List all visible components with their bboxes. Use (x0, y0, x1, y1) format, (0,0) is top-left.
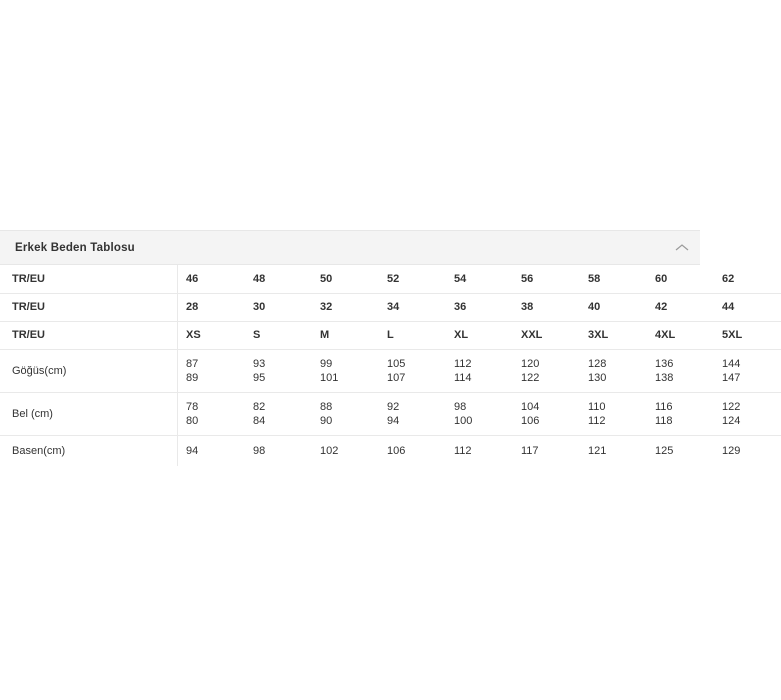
table-cell: 5XL (714, 321, 781, 349)
table-cell: 46 (178, 265, 246, 293)
table-cell: 62 (722, 272, 735, 285)
size-table (0, 265, 781, 466)
table-cell (647, 349, 714, 392)
table-cell: 94 (178, 435, 246, 466)
value-min: 136 (655, 357, 674, 370)
value-min: 98 (454, 400, 467, 413)
value-min: 82 (253, 400, 266, 413)
chevron-up-icon[interactable] (674, 240, 690, 256)
value-min: 87 (186, 357, 199, 370)
table-cell: 38 (513, 293, 580, 321)
row-label: Basen(cm) (0, 435, 178, 466)
table-cell (446, 349, 513, 392)
table-row (0, 265, 781, 293)
table-cell (513, 349, 580, 392)
table-cell (647, 392, 714, 435)
page-title: Erkek Beden Tablosu (15, 241, 135, 254)
table-cell: 60 (655, 272, 668, 285)
table-cell: 125 (647, 435, 714, 466)
size-table-panel (0, 230, 743, 466)
table-cell: 56 (521, 272, 534, 285)
table-cell (379, 349, 446, 392)
table-cell: 54 (454, 272, 467, 285)
table-cell: 44 (714, 293, 781, 321)
table-cell: 112 (446, 435, 513, 466)
table-cell: S (245, 321, 312, 349)
table-row (0, 349, 781, 392)
value-min: 128 (588, 357, 607, 370)
value-min: 116 (655, 400, 673, 413)
table-cell: M (312, 321, 379, 349)
table-cell: 40 (580, 293, 647, 321)
value-min: 120 (521, 357, 540, 370)
table-row (0, 293, 781, 321)
value-max: 122 (521, 371, 540, 384)
table-cell: 117 (513, 435, 580, 466)
table-cell (513, 392, 580, 435)
table-cell: 42 (647, 293, 714, 321)
row-label: TR/EU (0, 293, 178, 321)
value-min: 105 (387, 357, 406, 370)
value-max: 100 (454, 414, 473, 427)
table-cell: 52 (387, 272, 400, 285)
table-cell: XL (446, 321, 513, 349)
table-cell (245, 349, 312, 392)
value-max: 90 (320, 414, 333, 427)
value-max: 107 (387, 371, 406, 384)
value-max: 147 (722, 371, 741, 384)
table-cell: 50 (320, 272, 333, 285)
table-cell: 3XL (580, 321, 647, 349)
table-cell: 121 (580, 435, 647, 466)
table-cell: 4XL (647, 321, 714, 349)
value-min: 93 (253, 357, 266, 370)
table-row (0, 435, 781, 466)
value-min: 88 (320, 400, 333, 413)
row-label: TR/EU (0, 321, 178, 349)
table-cell: 48 (253, 272, 266, 285)
table-cell: XS (178, 321, 246, 349)
table-cell (714, 349, 781, 392)
table-cell: 28 (178, 293, 246, 321)
value-max: 94 (387, 414, 400, 427)
row-label: Bel (cm) (0, 392, 178, 435)
value-min: 122 (722, 400, 741, 413)
value-max: 95 (253, 371, 266, 384)
table-cell: 102 (312, 435, 379, 466)
row-label: TR/EU (12, 272, 45, 285)
table-row (0, 392, 781, 435)
value-min: 144 (722, 357, 741, 370)
value-min: 78 (186, 400, 199, 413)
table-cell: 32 (312, 293, 379, 321)
value-min: 110 (588, 400, 606, 413)
table-cell (178, 392, 246, 435)
value-max: 130 (588, 371, 607, 384)
table-cell (714, 392, 781, 435)
value-max: 106 (521, 414, 540, 427)
table-cell: 58 (588, 272, 601, 285)
value-max: 80 (186, 414, 199, 427)
value-max: 101 (320, 371, 339, 384)
table-cell: 129 (714, 435, 781, 466)
table-row (0, 321, 781, 349)
value-min: 104 (521, 400, 540, 413)
table-cell (580, 349, 647, 392)
table-cell (312, 392, 379, 435)
value-min: 99 (320, 357, 333, 370)
table-cell (312, 349, 379, 392)
value-max: 112 (588, 414, 606, 427)
size-table-header[interactable] (0, 230, 700, 265)
value-max: 124 (722, 414, 741, 427)
table-cell: 36 (446, 293, 513, 321)
table-cell: 34 (379, 293, 446, 321)
table-cell (379, 392, 446, 435)
table-cell: 98 (245, 435, 312, 466)
table-cell (178, 349, 246, 392)
table-cell (580, 392, 647, 435)
value-max: 118 (655, 414, 673, 427)
value-max: 114 (454, 371, 472, 384)
table-cell: 30 (245, 293, 312, 321)
value-max: 84 (253, 414, 266, 427)
value-max: 89 (186, 371, 199, 384)
table-cell: XXL (513, 321, 580, 349)
row-label: Göğüs(cm) (0, 349, 178, 392)
table-cell: 106 (379, 435, 446, 466)
value-min: 112 (454, 357, 472, 370)
table-cell: L (379, 321, 446, 349)
value-min: 92 (387, 400, 400, 413)
table-cell (446, 392, 513, 435)
value-max: 138 (655, 371, 674, 384)
table-cell (245, 392, 312, 435)
